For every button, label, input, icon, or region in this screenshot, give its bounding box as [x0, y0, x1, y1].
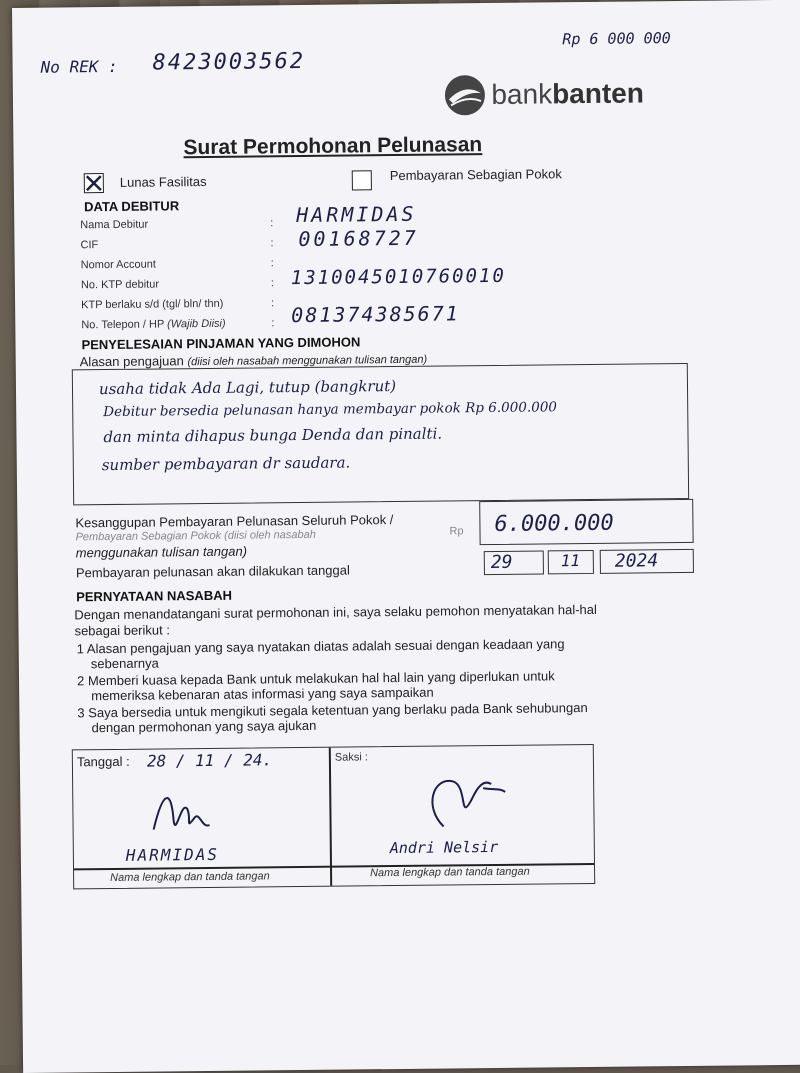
penyelesaian-heading: PENYELESAIAN PINJAMAN YANG DIMOHON — [81, 334, 361, 353]
pernyataan-intro1: Dengan menandatangani surat permohonan ini, saya selaku pemohon menyatakan hal-hal — [74, 601, 597, 623]
brand-suffix: banten — [551, 77, 645, 110]
pernyataan-heading: PERNYATAAN NASABAH — [76, 587, 233, 605]
signature-table — [72, 744, 595, 889]
phone-label-note: (Wajib Diisi) — [167, 317, 226, 331]
saksi-name: Andri Nelsir — [389, 837, 499, 858]
thn-box — [600, 549, 694, 574]
pernyataan-item-1 — [77, 636, 565, 671]
field-label-ktp-expiry: KTP berlaku s/d (tgl/ bln/ thn) — [81, 297, 224, 312]
field-colon: : — [271, 317, 275, 330]
brand-prefix: bank — [491, 78, 553, 110]
left-caption: Nama lengkap dan tanda tangan — [110, 870, 270, 885]
lunas-label: Lunas Fasilitas — [119, 173, 207, 190]
reason-line: usaha tidak Ada Lagi, tutup (bangkrut) — [98, 376, 397, 399]
item-text: Saya bersedia untuk mengikuti segala ketentuan yang berlaku pada Bank sehubungan — [88, 700, 588, 721]
reason-line: Debitur bersedia pelunasan hanya membayar pokok Rp 6.000.000 — [103, 399, 558, 421]
alasan-label-text: Alasan pengajuan — [79, 353, 184, 370]
tanggal-bayar-label: Pembayaran pelunasan akan dilakukan tanggal — [75, 562, 350, 581]
kesanggupan-line3: menggunakan tulisan tangan) — [75, 543, 248, 561]
field-label-ktp: No. KTP debitur — [80, 278, 160, 292]
item-text: Memberi kuasa kepada Bank untuk melakukan hal hal lain yang diperlukan untuk — [87, 668, 555, 689]
field-value-phone: 081374385671 — [291, 301, 460, 328]
field-colon: : — [270, 237, 274, 250]
item-text-cont: memeriksa kebenaran atas informasi yang saya sampaikan — [91, 684, 434, 704]
rp-label: Rp — [449, 525, 464, 538]
item-text-cont: dengan permohonan yang saya ajukan — [91, 717, 317, 736]
debitur-signature-icon — [143, 779, 234, 840]
kesanggupan-line2: Pembayaran Sebagian Pokok (diisi oleh nasabah — [75, 528, 316, 544]
field-value-cif: 00168727 — [298, 225, 419, 252]
account-number-label: No REK : — [40, 56, 118, 77]
field-value-nama: HARMIDAS — [296, 201, 417, 228]
sebagian-checkbox[interactable] — [352, 170, 372, 190]
cross-mark-icon — [85, 174, 103, 192]
document-page — [12, 0, 800, 1073]
kesanggupan-line1: Kesanggupan Pembayaran Pelunasan Seluruh Pokok / — [75, 512, 394, 531]
field-label-cif: CIF — [80, 239, 99, 252]
debitur-name: HARMIDAS — [125, 844, 220, 865]
phone-label-text: No. Telepon / HP — [81, 318, 165, 332]
amount-box — [479, 499, 693, 545]
thn-value: 2024 — [614, 550, 659, 572]
item-number: 1 — [76, 641, 85, 657]
tgl-value: 29 — [490, 551, 513, 574]
sebagian-label: Pembayaran Sebagian Pokok — [389, 166, 562, 184]
document-title: Surat Permohonan Pelunasan — [183, 133, 483, 160]
tanggal-label: Tanggal : — [76, 753, 130, 770]
amount-note: Rp 6 000 000 — [562, 29, 671, 49]
reason-line: sumber pembayaran dr saudara. — [101, 453, 351, 475]
pernyataan-intro2: sebagai berikut : — [74, 622, 171, 639]
item-text-cont: sebenarnya — [90, 655, 159, 672]
bln-box — [548, 550, 594, 574]
item-number: 3 — [77, 705, 85, 721]
right-caption: Nama lengkap dan tanda tangan — [370, 865, 530, 880]
amount-value: 6.000.000 — [494, 510, 614, 537]
account-number-value: 8423003562 — [152, 48, 306, 76]
pernyataan-item-2 — [77, 668, 555, 703]
reason-line: dan minta dihapus bunga Denda dan pinalti. — [103, 424, 443, 447]
field-colon: : — [270, 257, 274, 270]
tanggal-value: 28 / 11 / 24. — [146, 750, 273, 771]
alasan-box — [72, 363, 689, 505]
field-value-ktp: 1310045010760010 — [290, 264, 506, 290]
tgl-box — [484, 550, 544, 575]
bln-value: 11 — [560, 551, 581, 571]
pernyataan-item-3 — [77, 700, 588, 735]
bank-logo — [443, 71, 644, 117]
saksi-label: Saksi : — [334, 751, 368, 764]
debitur-heading: DATA DEBITUR — [84, 198, 180, 215]
field-label-phone — [81, 318, 225, 332]
alasan-label-note: (diisi oleh nasabah menggunakan tulisan tangan) — [187, 353, 428, 369]
field-label-account: Nomor Account — [80, 258, 156, 272]
field-colon: : — [270, 217, 274, 230]
field-colon: : — [270, 277, 275, 290]
bank-banten-logo-icon — [443, 73, 487, 117]
item-text: Alasan pengajuan yang saya nyatakan diatas adalah sesuai dengan keadaan yang — [86, 636, 565, 657]
item-number: 2 — [76, 673, 85, 689]
field-label-nama: Nama Debitur — [80, 218, 149, 232]
lunas-checkbox[interactable] — [84, 173, 104, 193]
saksi-signature-icon — [413, 766, 524, 837]
field-colon: : — [271, 297, 275, 310]
